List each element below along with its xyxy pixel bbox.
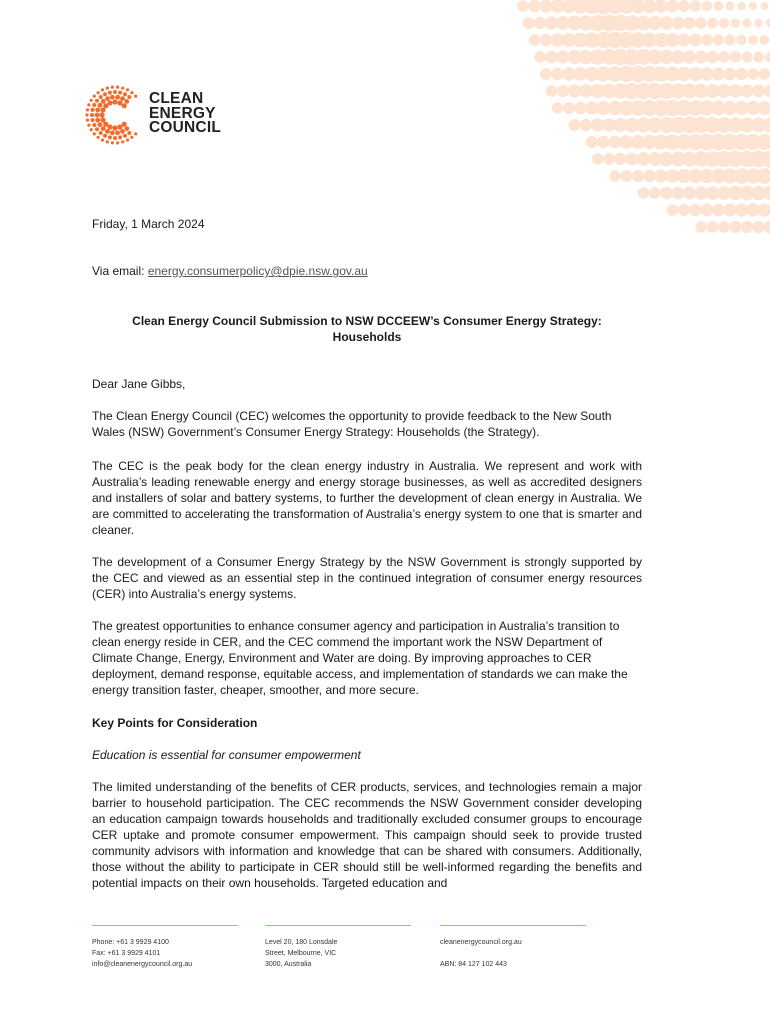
logo-dot	[97, 136, 100, 139]
logo-dot	[112, 125, 117, 130]
salutation: Dear Jane Gibbs,	[92, 377, 186, 391]
logo-dot	[101, 126, 106, 131]
decorative-dot	[667, 204, 679, 216]
decorative-dot	[683, 186, 696, 199]
logo-dot	[85, 113, 88, 116]
decorative-dot	[528, 0, 540, 12]
logo-dot	[93, 132, 96, 135]
logo-dot	[116, 86, 119, 89]
decorative-dot	[700, 67, 713, 80]
decorative-dot	[683, 17, 695, 29]
decorative-dot	[747, 68, 759, 80]
decorative-dot	[746, 203, 759, 216]
decorative-dot	[626, 153, 639, 166]
footer-rule-2	[265, 925, 411, 926]
logo-dot	[124, 126, 129, 131]
logo-dot	[91, 118, 95, 122]
via-email-label: Via email:	[92, 264, 148, 278]
decorative-dot	[719, 18, 729, 28]
decorative-dot	[529, 34, 541, 46]
decorative-dot	[729, 84, 742, 97]
logo-dot	[127, 131, 131, 135]
decorative-dot	[714, 1, 724, 11]
decorative-dot	[742, 18, 751, 27]
logo-line-3: COUNCIL	[149, 119, 222, 136]
logo-dot	[105, 129, 110, 134]
footer-phone: Phone: +61 3 9929 4100	[92, 939, 169, 946]
logo-dot	[87, 124, 90, 127]
decorative-dot	[591, 119, 604, 132]
logo-dot	[110, 130, 115, 135]
decorative-dot	[678, 0, 690, 12]
decorative-dot	[649, 187, 661, 199]
decorative-dot	[638, 187, 650, 199]
logo-line-2: ENERGY	[149, 104, 216, 122]
footer-website[interactable]: cleanenergycouncil.org.au	[440, 939, 522, 946]
paragraph-intro: The Clean Energy Council (CEC) welcomes the opportunity to provide feedback to the New South Wales (NSW) Government’s Consumer Energy Strategy: Households (the Strategy).	[92, 409, 612, 439]
via-email-line	[92, 263, 642, 279]
logo-dot	[92, 103, 96, 107]
logo-dot	[101, 139, 104, 142]
paragraph-opportunities: The greatest opportunities to enhance consumer agency and participation in Australia’s transition to clean energy reside in CER, and the CEC commend the important work the NSW Department of Climate Change, Energy, Environment and Water are doing. By improving approaches to CER deployment, demand response, equitable access, and implementation of standards we can make the energy transition faster, cheaper, smoother, and more secure.	[92, 619, 628, 697]
letter-date: Friday, 1 March 2024	[92, 217, 205, 231]
decorative-dot	[761, 2, 769, 10]
decorative-dot	[678, 204, 690, 216]
footer-rule-1	[92, 925, 238, 926]
logo-dot	[95, 118, 100, 123]
logo-dot	[86, 108, 89, 111]
decorative-dot	[695, 17, 706, 28]
decorative-dot	[672, 17, 685, 30]
logo-dot	[121, 140, 124, 143]
logo-dot	[86, 119, 89, 122]
decorative-dot	[517, 0, 529, 12]
decorative-dot	[569, 119, 581, 131]
decorative-dot	[724, 68, 737, 81]
decorative-dot	[742, 52, 753, 63]
logo-dot	[120, 96, 125, 101]
decorative-dot	[523, 17, 535, 29]
footer-contact	[92, 937, 192, 970]
decorative-dot	[643, 170, 656, 183]
logo-dot	[127, 95, 131, 99]
decorative-dot	[735, 68, 747, 80]
logo-dot	[120, 129, 125, 134]
logo-dot	[87, 103, 90, 106]
decorative-dot	[741, 85, 754, 98]
logo-dot	[95, 127, 99, 131]
decorative-dot	[678, 34, 691, 47]
logo-dot-c-icon	[84, 84, 146, 146]
logo-line-1: CLEAN	[149, 90, 204, 107]
decorative-dot	[672, 187, 685, 200]
decorative-dot	[592, 153, 603, 164]
logo-dot	[126, 88, 129, 91]
logo-dot	[93, 95, 96, 98]
logo-dot	[92, 123, 96, 127]
decorative-dot	[689, 204, 701, 216]
logo-dot	[110, 95, 115, 100]
decorative-dot	[534, 17, 546, 29]
decorative-dot	[718, 51, 730, 63]
decorative-dot	[758, 203, 770, 216]
logo-dot	[103, 134, 107, 138]
submission-title-line-2: Households	[332, 330, 402, 344]
logo-dot	[115, 130, 120, 135]
logo-dot	[95, 108, 100, 113]
decorative-dot	[557, 85, 569, 97]
decorative-dot	[748, 35, 758, 45]
clean-energy-council-logo	[84, 84, 254, 146]
logo-dot	[95, 113, 100, 118]
decorative-dot	[546, 85, 558, 97]
section-subheading: Education is essential for consumer empowerment	[92, 748, 361, 762]
decorative-dot	[758, 101, 770, 115]
submission-title	[92, 313, 642, 345]
section-heading: Key Points for Consideration	[92, 716, 258, 730]
paragraph-strategy-support: The development of a Consumer Energy Strategy by the NSW Government is strongly supported by the CEC and viewed as an essential step in the continued integration of consumer energy resources (CER) into Australia’s energy systems.	[92, 555, 642, 601]
logo-dot	[98, 103, 103, 108]
logo-dot	[106, 87, 109, 90]
decorative-dot	[683, 50, 696, 63]
logo-dot	[123, 92, 127, 96]
decorative-dot	[754, 19, 763, 28]
decorative-dot	[574, 102, 587, 115]
decorative-dot	[741, 221, 753, 233]
decorative-dot	[534, 51, 546, 63]
decorative-dot	[701, 34, 713, 46]
decorative-dot	[752, 221, 764, 233]
logo-dot	[108, 135, 112, 139]
decorative-dot	[765, 52, 770, 62]
decorative-dot	[713, 34, 724, 45]
footer-rule-3	[440, 925, 586, 926]
decorative-dot	[725, 35, 736, 46]
logo-dot	[99, 95, 103, 99]
decorative-dot	[580, 119, 592, 131]
footer-address	[265, 937, 337, 970]
decorative-dot	[760, 35, 770, 45]
decorative-dot	[690, 0, 701, 11]
footer-address-line-2: Street, Melbourne, VIC	[265, 950, 337, 957]
decorative-dot	[749, 2, 757, 10]
decorative-dot	[712, 68, 725, 81]
decorative-dot	[757, 168, 770, 184]
footer-abn: ABN: 84 127 102 443	[440, 961, 507, 968]
decorative-dot	[609, 136, 622, 149]
paragraph-about-cec: The CEC is the peak body for the clean energy industry in Australia. We represent and work with Australia’s leading renewable energy and energy storage businesses, as well as accredited designers and installers of solar and battery systems, to further the development of clean energy in Australia. We are committed to accelerating the transformation of Australia’s energy system to one that is smarter and cleaner.	[92, 459, 642, 537]
decorative-dot	[764, 221, 770, 233]
decorative-dot	[735, 203, 748, 216]
logo-dot	[122, 103, 127, 108]
logo-dot	[101, 88, 104, 91]
logo-dot	[113, 136, 117, 140]
logo-dot	[95, 99, 99, 103]
decorative-dot	[753, 52, 764, 63]
footer-address-line-1: Level 20, 180 Lonsdale	[265, 939, 338, 946]
logo-dot	[124, 99, 129, 104]
submission-title-line-1: Clean Energy Council Submission to NSW DCCEEW’s Consumer Energy Strategy:	[132, 314, 602, 328]
footer-address-line-3: 3000, Australia	[265, 961, 312, 968]
logo-dot	[115, 95, 120, 100]
logo-dot	[108, 91, 112, 95]
decorative-dot	[660, 187, 672, 199]
decorative-dot	[736, 35, 746, 45]
decorative-dot	[725, 1, 734, 10]
decorative-dot	[609, 170, 620, 181]
decorative-dot	[689, 34, 701, 46]
decorative-dot	[621, 170, 633, 182]
logo-dot	[90, 128, 93, 131]
footer-spacer	[440, 948, 522, 959]
decorative-dot	[660, 16, 674, 30]
decorative-dot	[766, 19, 770, 27]
decorative-dot	[666, 0, 679, 12]
decorative-dot	[764, 85, 770, 98]
logo-dot	[123, 134, 127, 138]
decorative-dot	[730, 221, 742, 233]
decorative-dot	[712, 204, 725, 217]
decorative-dot	[654, 0, 667, 13]
logo-dot	[118, 91, 122, 95]
logo-dot	[101, 99, 106, 104]
decorative-dot	[763, 186, 770, 201]
logo-dot	[130, 136, 133, 139]
logo-wordmark	[149, 92, 221, 136]
decorative-dot	[540, 68, 552, 80]
logo-dot	[91, 108, 95, 112]
decorative-dot	[666, 33, 680, 47]
decorative-dot	[540, 34, 553, 47]
logo-dot	[97, 91, 100, 94]
logo-dot	[90, 113, 94, 117]
decorative-dot	[737, 2, 746, 11]
logo-dot	[126, 139, 129, 142]
logo-dot	[106, 140, 109, 143]
footer-fax: Fax: +61 3 9929 4101	[92, 950, 161, 957]
decorative-dot	[614, 153, 626, 165]
decorative-dot	[706, 51, 718, 63]
decorative-dot	[752, 85, 765, 98]
decorative-dot	[545, 51, 558, 64]
decorative-dot	[597, 136, 609, 148]
logo-dot	[105, 96, 110, 101]
logo-dot	[100, 117, 105, 122]
logo-dot	[130, 91, 133, 94]
logo-dot	[90, 99, 93, 102]
decorative-dot	[707, 18, 718, 29]
decorative-dot	[695, 221, 706, 232]
logo-dot	[112, 99, 117, 104]
decorative-dot	[695, 51, 708, 64]
logo-dot	[116, 141, 119, 144]
logo-dot	[118, 135, 122, 139]
logo-dot	[134, 95, 137, 98]
recipient-email-link[interactable]: energy.consumerpolicy@dpie.nsw.gov.au	[147, 264, 368, 278]
logo-dot	[111, 141, 114, 144]
logo-dot	[103, 92, 107, 96]
logo-dot	[99, 131, 103, 135]
logo-dot	[134, 132, 137, 135]
decorative-dot	[724, 204, 737, 217]
logo-dot	[121, 87, 124, 90]
decorative-dot	[568, 85, 581, 98]
decorative-dot	[730, 51, 741, 62]
footer-web	[440, 937, 522, 970]
footer-email[interactable]: info@cleanenergycouncil.org.au	[92, 961, 193, 968]
logo-dot	[99, 112, 104, 117]
logo-dot	[111, 86, 114, 89]
decorative-dot	[759, 68, 770, 80]
decorative-dot	[718, 221, 730, 233]
logo-dot	[98, 122, 103, 127]
logo-dot	[113, 90, 117, 94]
decorative-dot	[551, 68, 563, 80]
decorative-dot	[654, 169, 667, 182]
decorative-dot	[707, 221, 719, 233]
decorative-dot	[603, 153, 615, 165]
decorative-dot	[586, 136, 598, 148]
paragraph-education: The limited understanding of the benefits of CER products, services, and technologies remain a major barrier to household participation. The CEC recommends the NSW Government consider developing an education campaign towards households and traditionally excluded consumer groups to encourage CER uptake and promote consumer empowerment. This campaign should seek to provide trusted community advisors with information and knowledge that can be shared with consumers. Additionally, those without the ability to participate in CER should still be well-informed regarding the benefits and potential impacts on their own households. Targeted education and	[92, 780, 642, 890]
logo-dot	[107, 100, 112, 105]
decorative-dot	[552, 102, 563, 113]
decorative-dot	[702, 1, 713, 12]
decorative-dot	[563, 102, 575, 114]
decorative-dot	[701, 204, 714, 217]
decorative-dot	[731, 18, 741, 28]
logo-dot	[117, 124, 122, 129]
decorative-dot	[632, 170, 644, 182]
